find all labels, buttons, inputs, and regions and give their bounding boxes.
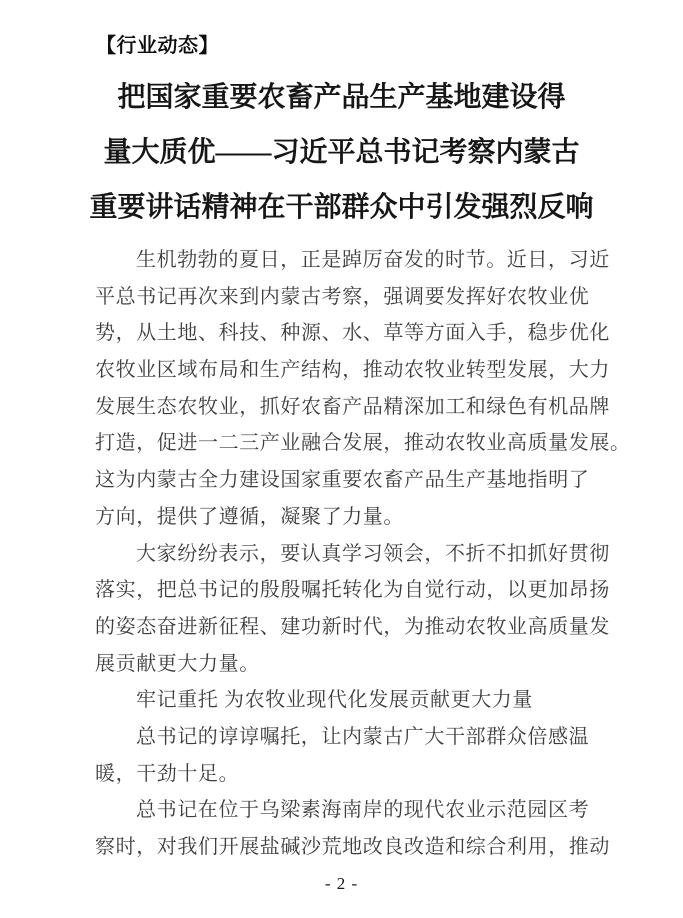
body-line: 落实，把总书记的殷殷嘱托转化为自觉行动，以更加昂扬 [95, 579, 610, 602]
body-line: 打造，促进一二三产业融合发展，推动农牧业高质量发展。 [95, 432, 631, 455]
body-line: 生机勃勃的夏日，正是踔厉奋发的时节。近日，习近 [136, 249, 610, 271]
title-line-3: 重要讲话精神在干部群众中引发强烈反响 [89, 192, 594, 223]
body-line: 的姿态奋进新征程、建功新时代，为推动农牧业高质量发 [95, 615, 610, 638]
body-line: 发展生态农牧业，抓好农畜产品精深加工和绿色有机品牌 [95, 395, 610, 418]
article-title [0, 70, 683, 235]
body-line: 总书记的谆谆嘱托，让内蒙古广大干部群众倍感温 [136, 725, 590, 748]
body-line: 农牧业区域布局和生产结构，推动农牧业转型发展，大力 [95, 359, 610, 382]
body-line: 总书记在位于乌梁素海南岸的现代农业示范园区考 [136, 799, 590, 822]
body-line: 展贡献更大力量。 [95, 652, 260, 675]
body-line: 察时，对我们开展盐碱沙荒地改良改造和综合利用，推动 [95, 836, 610, 858]
page-number: - 2 - [324, 874, 359, 893]
title-line-1: 把国家重要农畜产品生产基地建设得 [117, 82, 566, 113]
body-line: 大家纷纷表示，要认真学习领会，不折不扣抓好贯彻 [136, 542, 610, 565]
title-line-2: 量大质优——习近平总书记考察内蒙古 [103, 137, 580, 168]
body-line: 势，从土地、科技、种源、水、草等方面入手，稳步优化 [95, 322, 610, 345]
article-body [95, 242, 631, 866]
section-label: 【行业动态】 [96, 35, 219, 57]
body-line: 暖，干劲十足。 [95, 762, 240, 785]
body-line: 平总书记再次来到内蒙古考察，强调要发挥好农牧业优 [95, 285, 590, 308]
body-subheading: 牢记重托 为农牧业现代化发展贡献更大力量 [136, 689, 533, 712]
body-line: 这为内蒙古全力建设国家重要农畜产品生产基地指明了 [95, 469, 590, 492]
body-line: 方向，提供了遵循，凝聚了力量。 [95, 505, 404, 528]
